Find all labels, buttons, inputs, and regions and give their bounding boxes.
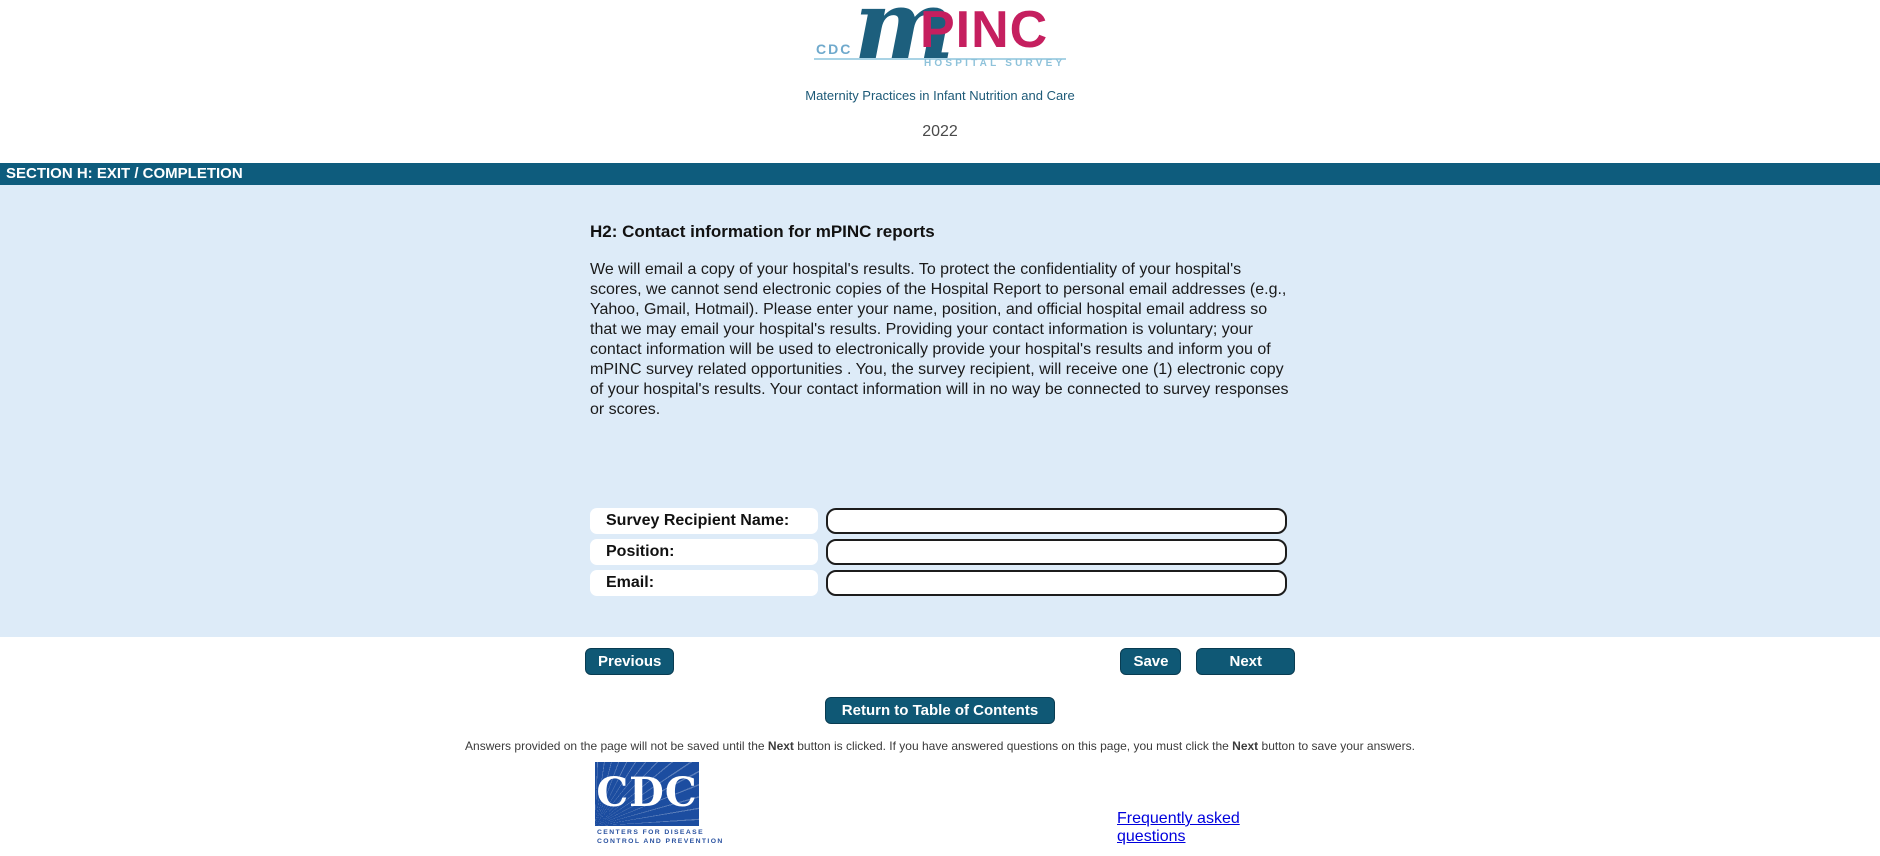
toc-row: [0, 697, 1880, 724]
page-footer: [585, 762, 1295, 848]
survey-recipient-name-label: Survey Recipient Name:: [590, 508, 818, 534]
email-label: Email:: [590, 570, 818, 596]
question-panel: [0, 185, 1880, 637]
cdc-logo: [595, 762, 724, 846]
survey-year: 2022: [922, 123, 958, 140]
note-text: button to save your answers.: [1258, 739, 1415, 753]
logo-script-m: m: [854, 0, 955, 81]
logo-pinc-group: [920, 1, 1066, 70]
save-button[interactable]: Save: [1120, 648, 1181, 675]
contact-form: [590, 508, 1287, 596]
cdc-caption-line2: CONTROL AND PREVENTION: [597, 838, 724, 845]
faq-link[interactable]: Frequently asked questions: [1117, 810, 1240, 845]
return-to-table-of-contents-button[interactable]: Return to Table of Contents: [825, 697, 1055, 724]
question-heading: H2: Contact information for mPINC reports: [590, 222, 935, 241]
cdc-caption-line1: CENTERS FOR DISEASE: [597, 829, 705, 836]
position-label: Position:: [590, 539, 818, 565]
note-next-bold: Next: [767, 739, 794, 753]
question-instructions: We will email a copy of your hospital's results. To protect the confidentiality of your hospital's scores, we cannot send electronic copies of the Hospital Report to personal email addresses (e.g., Yahoo, Gmail, Hotmail). Please enter your name, position, and official hospital email address so that we may email your hospital's results. Providing your contact information is voluntary; your contact information will be used to electronically provide your hospital's results and inform you of mPINC survey related opportunities . You, the survey recipient, will receive one (1) electronic copy of your hospital's results. Your contact information will in no way be connected to survey responses or scores.: [590, 261, 1289, 418]
next-button[interactable]: Next: [1196, 648, 1295, 675]
section-banner: SECTION H: EXIT / COMPLETION: [0, 163, 1880, 185]
previous-button[interactable]: Previous: [585, 648, 674, 675]
cdc-logo-square: CDC: [595, 762, 699, 826]
logo-pinc-text: PINC: [920, 1, 1049, 59]
position-input[interactable]: [826, 539, 1287, 565]
mpinc-logo: [814, 0, 1066, 81]
save-warning-note: [0, 739, 1880, 753]
note-text: Answers provided on the page will not be saved until the: [465, 739, 768, 753]
navigation-buttons: [585, 648, 1295, 675]
email-input[interactable]: [826, 570, 1287, 596]
note-next-bold: Next: [1232, 739, 1259, 753]
logo-cdc-prefix: CDC: [816, 41, 853, 57]
logo-tagline: Maternity Practices in Infant Nutrition and Care: [805, 88, 1075, 103]
cdc-logo-caption: [595, 828, 724, 846]
logo-hospital-survey-text: HOSPITAL SURVEY: [924, 58, 1066, 70]
note-text: button is clicked. If you have answered questions on this page, you must click the: [793, 739, 1233, 753]
page-header: [0, 0, 1880, 141]
survey-recipient-name-input[interactable]: [826, 508, 1287, 534]
